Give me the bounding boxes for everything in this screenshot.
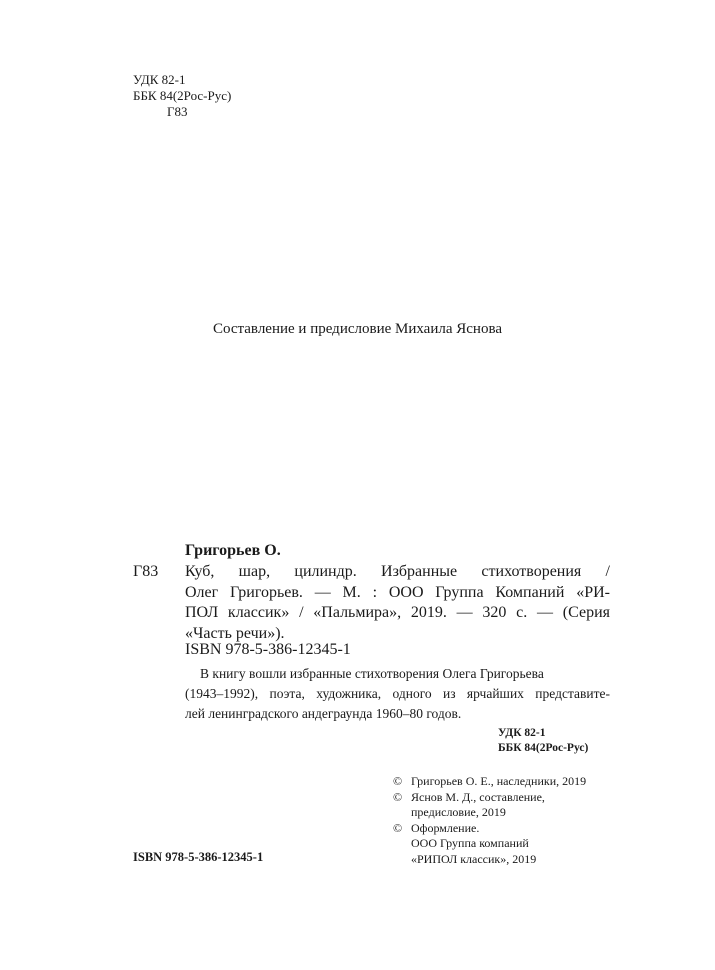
compiler-note: Составление и предисловие Михаила Яснова	[213, 321, 502, 337]
copyright-symbol: ©	[393, 789, 403, 804]
bibliographic-description	[185, 562, 610, 644]
bib-line: Олег Григорьев. — М. : ООО Группа Компаний «РИ-	[185, 583, 610, 601]
bbk-code: ББК 84(2Рос-Рус)	[133, 88, 232, 103]
isbn-bottom: ISBN 978-5-386-12345-1	[133, 850, 264, 864]
annotation-line: В книгу вошли избранные стихотворения Олега Григорьева	[200, 666, 544, 681]
copyright-text: Яснов М. Д., составление,	[411, 789, 545, 804]
annotation-line: (1943–1992), поэта, художника, одного из ярчайших представите-	[185, 686, 610, 701]
copyright-entry	[393, 790, 586, 821]
udk-code: УДК 82-1	[133, 72, 186, 87]
annotation-line: лей ленинградского андеграунда 1960–80 годов.	[185, 706, 462, 721]
isbn-record: ISBN 978-5-386-12345-1	[185, 641, 351, 658]
classification-codes	[498, 726, 588, 756]
bib-line: Куб, шар, цилиндр. Избранные стихотворения /	[185, 563, 610, 580]
copyright-entry	[393, 774, 586, 790]
bbk-code-bottom: ББК 84(2Рос-Рус)	[498, 742, 589, 754]
bib-line: «Часть речи»).	[185, 624, 285, 642]
copyright-block	[393, 774, 586, 867]
cutter-code: Г83	[167, 104, 188, 119]
copyright-symbol: ©	[393, 774, 403, 788]
top-classification-codes	[133, 72, 231, 120]
author-heading: Григорьев О.	[185, 542, 281, 559]
annotation	[185, 664, 610, 724]
bib-line: ПОЛ классик» / «Пальмира», 2019. — 320 с. — (Серия	[185, 604, 610, 621]
copyright-symbol: ©	[393, 820, 403, 835]
copyright-entry	[393, 821, 586, 868]
copyright-text: Оформление.	[411, 820, 480, 835]
copyright-text: предисловие, 2019	[411, 805, 506, 819]
udk-code-bottom: УДК 82-1	[498, 727, 546, 739]
cutter-mark: Г83	[133, 563, 159, 580]
copyright-text: ООО Группа компаний	[411, 836, 529, 850]
copyright-text: Григорьев О. Е., наследники, 2019	[411, 774, 587, 788]
copyright-text: «РИПОЛ классик», 2019	[411, 851, 537, 866]
